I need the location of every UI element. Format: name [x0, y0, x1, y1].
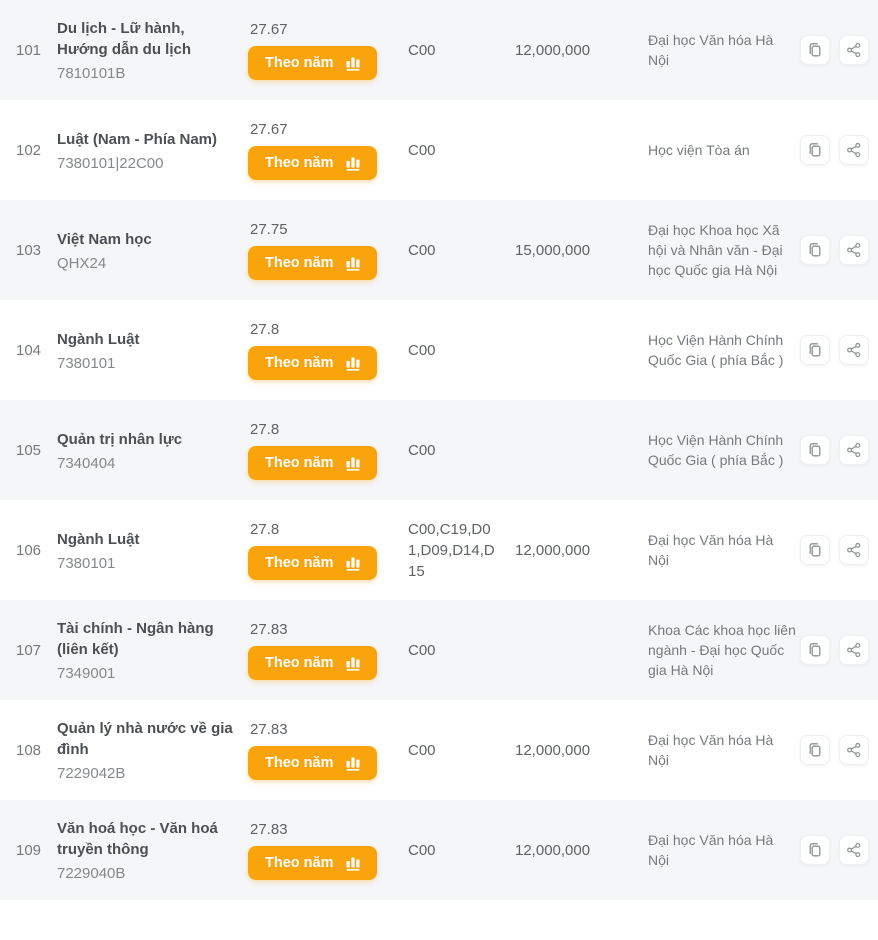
- row-actions: [798, 435, 878, 465]
- share-button[interactable]: [839, 135, 869, 165]
- score-value: 27.67: [250, 20, 288, 38]
- share-button[interactable]: [839, 635, 869, 665]
- score-value: 27.83: [250, 820, 288, 838]
- major-code: QHX24: [57, 254, 107, 272]
- university-name: Đại học Văn hóa Hà Nội: [648, 832, 774, 868]
- row-actions: [798, 635, 878, 665]
- copy-button[interactable]: [800, 635, 830, 665]
- major-code: 7229042B: [57, 765, 126, 782]
- copy-icon: [807, 242, 823, 258]
- major-code: 7349001: [57, 665, 116, 682]
- subject-combination: C00: [408, 441, 436, 459]
- subject-combination: C00: [408, 41, 436, 59]
- theo-nam-button[interactable]: [248, 846, 377, 880]
- theo-nam-button[interactable]: [248, 346, 377, 380]
- bar-chart-icon: [345, 55, 362, 71]
- table-row: [0, 0, 878, 100]
- score-cell: [248, 21, 408, 80]
- major-cell: [57, 18, 248, 82]
- bar-chart-icon: [345, 755, 362, 771]
- score-cell: [248, 721, 408, 780]
- row-actions: [798, 835, 878, 865]
- theo-nam-label: Theo năm: [265, 54, 334, 71]
- row-number: 106: [15, 541, 42, 559]
- major-name: Quản trị nhân lực: [57, 430, 183, 448]
- university-name: Học viện Tòa án: [648, 142, 750, 158]
- share-icon: [846, 142, 862, 158]
- share-icon: [846, 342, 862, 358]
- theo-nam-label: Theo năm: [265, 154, 334, 171]
- row-number: 101: [15, 41, 42, 59]
- major-code: 7380101: [57, 354, 116, 372]
- score-value: 27.75: [250, 220, 288, 238]
- copy-icon: [807, 842, 823, 858]
- share-icon: [846, 642, 862, 658]
- table-row: [0, 100, 878, 200]
- copy-button[interactable]: [800, 835, 830, 865]
- score-cell: [248, 621, 408, 680]
- share-icon: [846, 742, 862, 758]
- score-value: 27.67: [250, 120, 288, 138]
- theo-nam-label: Theo năm: [265, 554, 334, 571]
- bar-chart-icon: [345, 655, 362, 671]
- row-number: 104: [15, 341, 42, 359]
- table-row: [0, 400, 878, 500]
- share-button[interactable]: [839, 735, 869, 765]
- bar-chart-icon: [345, 355, 362, 371]
- row-number: 108: [15, 741, 42, 759]
- score-value: 27.83: [250, 720, 288, 738]
- row-number: 102: [15, 141, 42, 159]
- subject-combination: C00: [408, 141, 436, 159]
- subject-combination: C00: [408, 341, 436, 359]
- table-row: [0, 700, 878, 800]
- tuition-fee: 15,000,000: [515, 241, 591, 259]
- bar-chart-icon: [345, 255, 362, 271]
- theo-nam-button[interactable]: [248, 446, 377, 480]
- major-cell: [57, 618, 248, 682]
- university-name: Học Viện Hành Chính Quốc Gia ( phía Bắc ): [648, 432, 784, 468]
- score-value: 27.83: [250, 620, 288, 638]
- share-icon: [846, 542, 862, 558]
- score-value: 27.8: [250, 320, 280, 338]
- score-cell: [248, 821, 408, 880]
- major-code: 7380101|22C00: [57, 154, 164, 172]
- tuition-fee: 12,000,000: [515, 841, 591, 859]
- major-cell: [57, 529, 248, 572]
- theo-nam-button[interactable]: [248, 46, 377, 80]
- row-number: 107: [15, 641, 42, 659]
- copy-icon: [807, 542, 823, 558]
- copy-button[interactable]: [800, 235, 830, 265]
- major-code: 7229040B: [57, 865, 126, 882]
- major-cell: [57, 429, 248, 472]
- row-actions: [798, 235, 878, 265]
- major-code: 7380101: [57, 554, 116, 572]
- major-cell: [57, 229, 248, 272]
- row-actions: [798, 535, 878, 565]
- subject-combination: C00: [408, 741, 436, 759]
- copy-button[interactable]: [800, 535, 830, 565]
- major-cell: [57, 129, 248, 172]
- university-name: Học Viện Hành Chính Quốc Gia ( phía Bắc ): [648, 332, 784, 368]
- theo-nam-label: Theo năm: [265, 654, 334, 671]
- major-name: Quản lý nhà nước về gia đình: [57, 720, 233, 758]
- share-icon: [846, 242, 862, 258]
- major-cell: [57, 718, 248, 782]
- row-number: 105: [15, 441, 42, 459]
- theo-nam-button[interactable]: [248, 546, 377, 580]
- theo-nam-button[interactable]: [248, 746, 377, 780]
- theo-nam-label: Theo năm: [265, 454, 334, 471]
- table-row: [0, 200, 878, 300]
- row-actions: [798, 135, 878, 165]
- copy-icon: [807, 342, 823, 358]
- score-cell: [248, 421, 408, 480]
- table-row: [0, 800, 878, 900]
- row-number: 103: [15, 241, 42, 259]
- bar-chart-icon: [345, 155, 362, 171]
- university-name: Khoa Các khoa học liên ngành - Đại học Quốc gia Hà Nội: [648, 622, 796, 678]
- score-cell: [248, 321, 408, 380]
- bar-chart-icon: [345, 855, 362, 871]
- major-cell: [57, 329, 248, 372]
- table-row: [0, 300, 878, 400]
- copy-icon: [807, 42, 823, 58]
- table-row: [0, 500, 878, 600]
- tuition-fee: 12,000,000: [515, 41, 591, 59]
- theo-nam-button[interactable]: [248, 146, 377, 180]
- copy-button[interactable]: [800, 135, 830, 165]
- copy-button[interactable]: [800, 735, 830, 765]
- row-actions: [798, 35, 878, 65]
- theo-nam-label: Theo năm: [265, 354, 334, 371]
- subject-combination: C00,C19,D01,D09,D14,D15: [408, 520, 495, 580]
- share-button[interactable]: [839, 35, 869, 65]
- theo-nam-label: Theo năm: [265, 754, 334, 771]
- share-icon: [846, 842, 862, 858]
- copy-icon: [807, 642, 823, 658]
- tuition-fee: 12,000,000: [515, 541, 591, 559]
- share-button[interactable]: [839, 435, 869, 465]
- share-button[interactable]: [839, 235, 869, 265]
- major-code: 7810101B: [57, 65, 126, 82]
- major-name: Tài chính - Ngân hàng (liên kết): [57, 620, 214, 658]
- tuition-fee: 12,000,000: [515, 741, 591, 759]
- share-button[interactable]: [839, 835, 869, 865]
- bottom-strip: [0, 900, 878, 904]
- theo-nam-label: Theo năm: [265, 854, 334, 871]
- major-cell: [57, 818, 248, 882]
- share-icon: [846, 442, 862, 458]
- major-name: Văn hoá học - Văn hoá truyền thông: [57, 820, 218, 858]
- score-cell: [248, 221, 408, 280]
- bar-chart-icon: [345, 555, 362, 571]
- major-name: Ngành Luật: [57, 330, 140, 348]
- copy-button[interactable]: [800, 335, 830, 365]
- major-name: Ngành Luật: [57, 530, 140, 548]
- score-value: 27.8: [250, 420, 280, 438]
- copy-icon: [807, 442, 823, 458]
- subject-combination: C00: [408, 241, 436, 259]
- university-name: Đại học Khoa học Xã hội và Nhân văn - Đại học Quốc gia Hà Nội: [648, 222, 783, 278]
- university-name: Đại học Văn hóa Hà Nội: [648, 532, 774, 568]
- major-code: 7340404: [57, 454, 116, 472]
- theo-nam-button[interactable]: [248, 246, 377, 280]
- major-name: Du lịch - Lữ hành, Hướng dẫn du lịch: [57, 20, 192, 58]
- score-cell: [248, 521, 408, 580]
- university-name: Đại học Văn hóa Hà Nội: [648, 32, 774, 68]
- table-row: [0, 600, 878, 700]
- theo-nam-label: Theo năm: [265, 254, 334, 271]
- row-actions: [798, 735, 878, 765]
- major-name: Việt Nam học: [57, 230, 152, 248]
- score-value: 27.8: [250, 520, 280, 538]
- row-number: 109: [15, 841, 42, 859]
- share-button[interactable]: [839, 535, 869, 565]
- share-button[interactable]: [839, 335, 869, 365]
- copy-button[interactable]: [800, 35, 830, 65]
- theo-nam-button[interactable]: [248, 646, 377, 680]
- copy-icon: [807, 142, 823, 158]
- bar-chart-icon: [345, 455, 362, 471]
- copy-icon: [807, 742, 823, 758]
- copy-button[interactable]: [800, 435, 830, 465]
- row-actions: [798, 335, 878, 365]
- university-name: Đại học Văn hóa Hà Nội: [648, 732, 774, 768]
- share-icon: [846, 42, 862, 58]
- score-cell: [248, 121, 408, 180]
- subject-combination: C00: [408, 641, 436, 659]
- subject-combination: C00: [408, 841, 436, 859]
- major-name: Luật (Nam - Phía Nam): [57, 130, 218, 148]
